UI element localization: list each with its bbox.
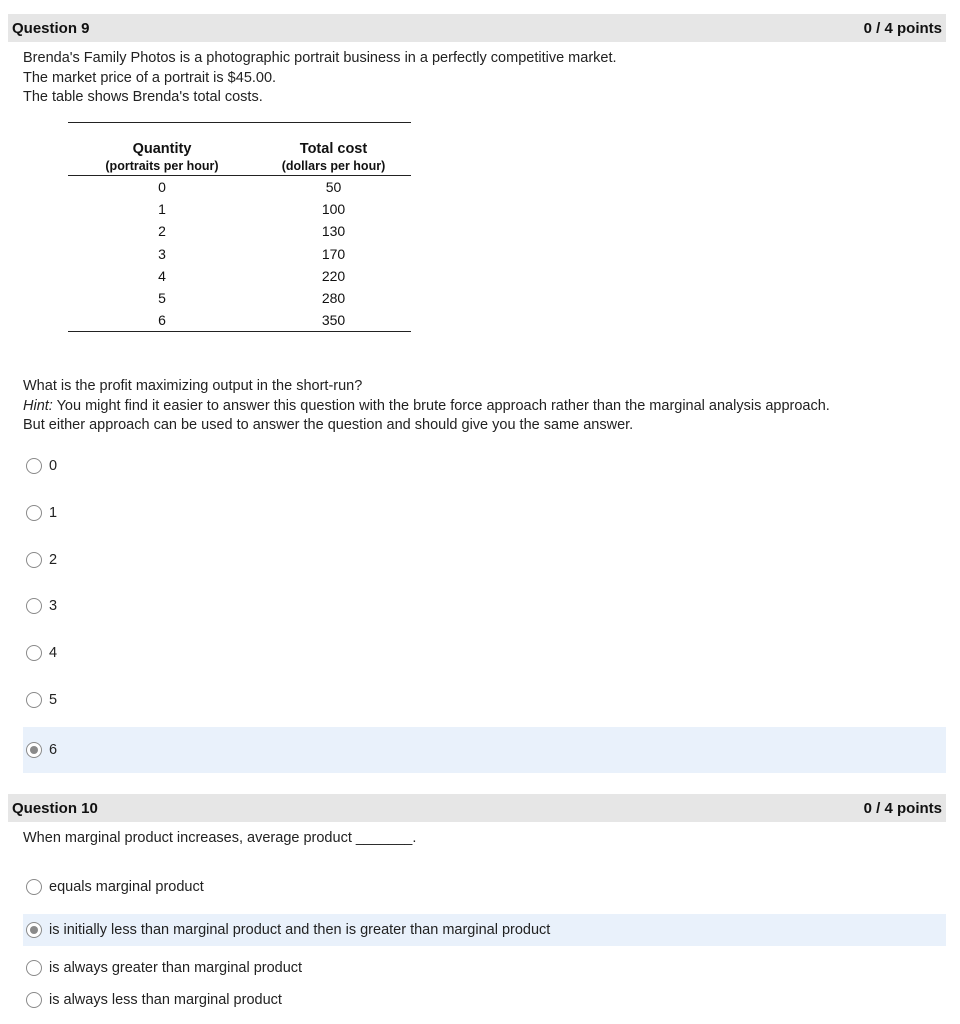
radio-button[interactable] — [26, 960, 42, 976]
question-9-intro — [23, 49, 617, 108]
option-label: 5 — [49, 692, 58, 708]
hint-text: You might find it easier to answer this question with the brute force approach rather than the marginal analysis approach. — [52, 397, 830, 414]
question-9-prompt — [23, 377, 830, 436]
option-label: 3 — [49, 598, 58, 614]
table-row: 5 280 — [158, 290, 346, 307]
q9-option-4[interactable] — [23, 630, 946, 676]
radio-button[interactable] — [26, 598, 42, 614]
intro-line-1: Brenda's Family Photos is a photographic portrait business in a perfectly competitive market. — [23, 50, 617, 66]
option-label: 4 — [49, 645, 58, 661]
q9-option-5[interactable] — [23, 677, 946, 723]
option-label: 2 — [49, 552, 58, 568]
radio-button[interactable] — [26, 992, 42, 1008]
intro-line-2: The market price of a portrait is $45.00. — [23, 69, 277, 86]
radio-button[interactable] — [26, 458, 42, 474]
hint-line-2: But either approach can be used to answer the question and should give you the same answer. — [23, 417, 634, 433]
hint-line-1 — [23, 397, 830, 417]
q9-option-0[interactable] — [23, 443, 946, 489]
table-row: 4 220 — [158, 267, 346, 284]
option-label: 1 — [49, 505, 58, 521]
option-label: 0 — [49, 458, 58, 474]
radio-button[interactable] — [26, 645, 42, 661]
option-label: 6 — [49, 742, 58, 758]
table-row: 1 100 — [158, 201, 346, 218]
q10-option-3[interactable] — [23, 984, 946, 1016]
radio-button[interactable] — [26, 879, 42, 895]
q10-option-2[interactable] — [23, 952, 946, 984]
question-10-prompt — [23, 829, 416, 849]
question-9-points: 0 / 4 points — [863, 19, 942, 37]
q9-option-2[interactable] — [23, 537, 946, 583]
total-cost-column-header: Total cost (dollars per hour) — [256, 141, 411, 176]
radio-button[interactable] — [26, 552, 42, 568]
prompt-text: When marginal product increases, average product _______. — [23, 830, 417, 846]
radio-button[interactable] — [26, 505, 42, 521]
option-label: is always greater than marginal product — [49, 960, 303, 976]
radio-button-selected[interactable] — [26, 922, 42, 938]
question-10-points: 0 / 4 points — [863, 799, 942, 817]
q10-option-1[interactable] — [23, 914, 946, 946]
hint-label: Hint: — [23, 397, 53, 414]
option-label: is always less than marginal product — [49, 992, 282, 1008]
radio-button-selected[interactable] — [26, 742, 42, 758]
table-row: 3 170 — [158, 245, 346, 262]
intro-line-3: The table shows Brenda's total costs. — [23, 89, 263, 105]
question-9-header — [8, 14, 946, 42]
option-label: is initially less than marginal product and then is greater than marginal product — [49, 922, 551, 938]
question-10-header — [8, 794, 946, 822]
q9-option-6[interactable] — [23, 727, 946, 773]
total-cost-table — [68, 122, 411, 332]
total-cost-unit: (dollars per hour) — [281, 159, 386, 173]
option-label: equals marginal product — [49, 879, 204, 895]
prompt-text: What is the profit maximizing output in the short-run? — [23, 378, 363, 394]
table-row: 2 130 — [158, 223, 346, 240]
radio-button[interactable] — [26, 692, 42, 708]
table-row: 0 50 — [158, 179, 342, 196]
q9-option-3[interactable] — [23, 583, 946, 629]
quantity-unit: (portraits per hour) — [105, 159, 219, 173]
question-10-title: Question 10 — [12, 799, 98, 817]
q10-option-0[interactable] — [23, 871, 946, 903]
table-row: 6 350 — [68, 309, 411, 332]
question-9-title: Question 9 — [12, 19, 90, 37]
q9-option-1[interactable] — [23, 490, 946, 536]
quantity-column-header: Quantity (portraits per hour) — [68, 141, 256, 176]
